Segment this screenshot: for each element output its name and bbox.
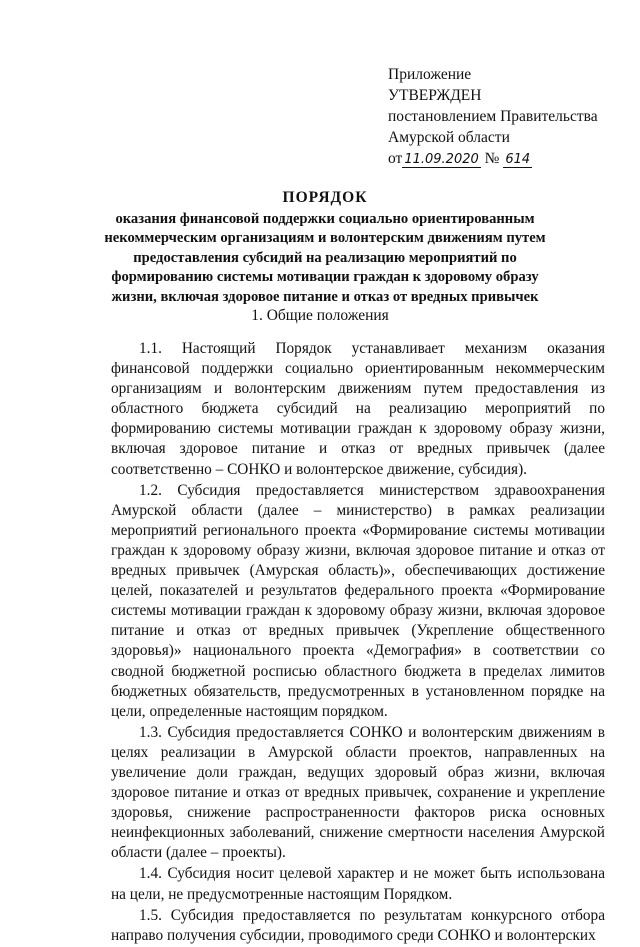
approval-from-label: от <box>388 150 403 167</box>
paragraph-1-1: 1.1. Настоящий Порядок устанавливает механизм оказания финансовой поддержки социально ориентированным некоммерческим организациям и волонтерским движениям путем предоставления из областного бюджета субсидий на реализацию мероприятий по формированию системы мотивации граждан к здоровому образу жизни, включая здоровое питание и отказ от вредных привычек (далее соответственно – СОНКО и волонтерское движение, субсидия). <box>111 340 605 478</box>
approval-region-label: Амурской области <box>388 129 510 146</box>
approval-date: 11.09.2020 <box>404 152 479 167</box>
approval-date-line <box>388 148 628 170</box>
approval-number-label: № <box>484 150 500 167</box>
document-title: ПОРЯДОК <box>282 189 368 206</box>
paragraph-1-5: 1.5. Субсидия предоставляется по результатам конкурсного отбора направо получения субсидии, проводимого среди СОНКО и волонтерских <box>111 906 605 944</box>
paragraph-1-4: 1.4. Субсидия носит целевой характер и не может быть использована на цели, не предусмотренные настоящим Порядком. <box>111 865 605 903</box>
section-heading: 1. Общие положения <box>251 307 389 324</box>
approval-number: 614 <box>505 152 531 167</box>
approval-approved-label: УТВЕРЖДЕН <box>388 87 482 104</box>
approval-annex-label: Приложение <box>388 66 472 83</box>
document-subtitle: оказания финансовой поддержки социально ориентированным некоммерческим организациям и волонтерским движениям путем предоставления субсидий на реализацию мероприятий по формированию системы мотивации граждан к здоровому образу жизни, включая здоровое питание и отказ от вредных привычек <box>104 210 546 305</box>
paragraph-1-2: 1.2. Субсидия предоставляется министерством здравоохранения Амурской области (далее – министерство) в рамках реализации мероприятий регионального проекта «Формирование системы мотивации граждан к здоровому образу жизни, включая здоровое питание и отказ от вредных привычек (Амурская область)», обеспечивающих достижение целей, показателей и результатов федерального проекта «Формирование системы мотивации граждан к здоровому образу жизни, включая здоровое питание и отказ от вредных привычек (Укрепление общественного здоровья)» национального проекта «Демография» в соответствии со сводной бюджетной росписью областного бюджета в пределах лимитов бюджетных обязательств, предусмотренных в установленном порядке на цели, определенные настоящим порядком. <box>111 481 605 720</box>
approval-resolution-label: постановлением Правительства <box>388 108 598 125</box>
document-title-block <box>100 188 550 308</box>
approval-stamp <box>388 64 628 170</box>
document-body <box>111 339 605 947</box>
paragraph-1-3: 1.3. Субсидия предоставляется СОНКО и волонтерским движениям в целях реализации в Амурской области проектов, направленных на увеличение доли граждан, ведущих здоровый образ жизни, включая здоровое питание и отказ от вредных привычек, сохранение и укрепление здоровья, снижение распространенности факторов риска основных неинфекционных заболеваний, снижение смертности населения Амурской области (далее – проекты). <box>111 723 605 862</box>
